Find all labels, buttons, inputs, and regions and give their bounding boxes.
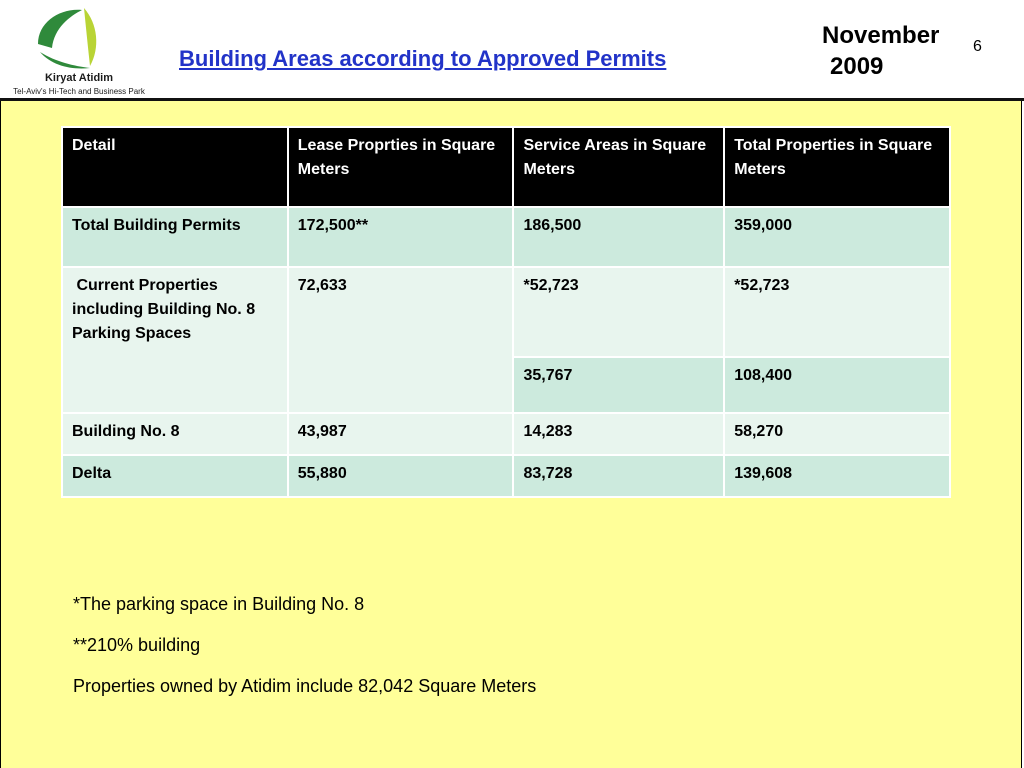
building-areas-table: [61, 126, 951, 498]
footnote-building: **210% building: [73, 635, 201, 655]
cell-total: 139,608: [724, 455, 950, 497]
cell-total: 359,000: [724, 207, 950, 267]
logo-name: Kiryat Atidim: [44, 72, 114, 84]
table-row: [62, 267, 950, 357]
date-month: November: [822, 22, 940, 49]
cell-total: 58,270: [724, 413, 950, 455]
table-row: [62, 455, 950, 497]
cell-detail: Total Building Permits: [62, 207, 288, 267]
footnote-parking: *The parking space in Building No. 8: [73, 594, 365, 614]
header-service: Service Areas in Square Meters: [513, 127, 724, 207]
logo-emblem-icon: [30, 4, 130, 72]
cell-service: 14,283: [513, 413, 724, 455]
footnote-properties: Properties owned by Atidim include 82,042 Square Meters: [73, 676, 537, 696]
kiryat-atidim-logo: [4, 2, 154, 97]
table-header-row: [62, 127, 950, 207]
cell-detail: Current Properties including Building No. 8 Parking Spaces: [62, 267, 288, 413]
cell-service: 83,728: [513, 455, 724, 497]
page-number: 6: [973, 38, 982, 55]
cell-service: 35,767: [513, 357, 724, 413]
header-lease: Lease Proprties in Square Meters: [288, 127, 514, 207]
cell-lease: 172,500**: [288, 207, 514, 267]
cell-total: *52,723: [724, 267, 950, 357]
slide-title-link[interactable]: Building Areas according to Approved Permits: [179, 46, 667, 71]
slide-content: [0, 101, 1022, 768]
cell-detail: Delta: [62, 455, 288, 497]
cell-total: 108,400: [724, 357, 950, 413]
cell-service: 186,500: [513, 207, 724, 267]
logo-tagline: Tel-Aviv's Hi-Tech and Business Park: [13, 87, 145, 96]
date-year: 2009: [830, 53, 884, 80]
cell-lease: 55,880: [288, 455, 514, 497]
cell-detail: Building No. 8: [62, 413, 288, 455]
footnotes: [73, 594, 536, 717]
table-row: [62, 413, 950, 455]
table-row: [62, 207, 950, 267]
cell-lease: 43,987: [288, 413, 514, 455]
cell-service: *52,723: [513, 267, 724, 357]
header-detail: Detail: [62, 127, 288, 207]
slide-header: [0, 0, 1024, 100]
header-total: Total Properties in Square Meters: [724, 127, 950, 207]
cell-lease: 72,633: [288, 267, 514, 413]
